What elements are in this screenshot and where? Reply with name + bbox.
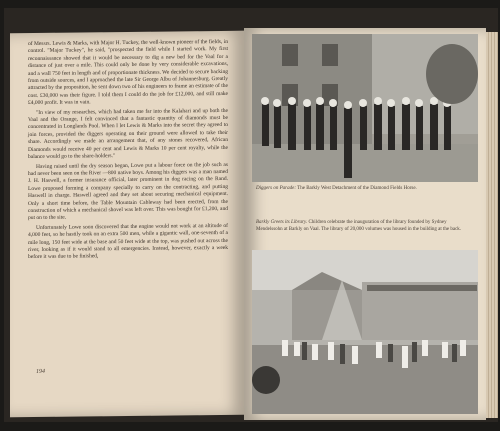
bottom-photo-caption xyxy=(256,220,474,233)
left-page xyxy=(10,31,244,417)
left-page-text xyxy=(28,39,228,264)
paragraph: Having raised until the dry season began, Lowe put a labour force on the job such as had never been seen on the River —800 native boys. Among his diggers was a man named J. H. Haswell, a former insurance official, later prominent in dog racing on the Rand. Lowe proposed forming a company specially to carry on the contracting, and putting Haswell in charge. Haswell agreed and they set about securing mechanical equipment. Only a short time before, the Table Mountain Cableway had been erected, from the construction of which a mechanical shovel was left over. This was bought for £1,200, and put on to the site. xyxy=(28,161,228,222)
page-number: 194 xyxy=(36,368,45,375)
bottom-caption-text: Children celebrate the inauguration of the library founded by Sydney Mendelssohn at Barkly on Vaal. The library of 20,000 volumes was housed in the building at the back. xyxy=(256,220,462,232)
top-caption-text: The Barkly West Detachment of the Diamond Fields Horse. xyxy=(297,186,417,191)
page-edge xyxy=(486,32,498,418)
library-photo-image xyxy=(252,250,478,414)
paragraph: of Messrs. Lewis & Marks, with Major H. Tuckey, the well-known pioneer of the fields, in control. "Major Tuckey", he said, "prospected the field while I started work. My first reconnaissance showed that it would be necessary to dig a new bed for the Vaal for a distance of just over a mile. This could only be done by very considerable excavations, and a wall 750 feet in length and of proportionate thickness. We decided to secure backing from outside sources, and I approached the late Sir George Albu of Johannesburg. Greatly attracted by the proposition, he sent down two of his engineers to frame an estimate of the cost. £30,000 was their figure. I told them I could do the job for £12,000, and still make £4,000 profit. It was in vain. xyxy=(28,38,228,107)
open-book xyxy=(4,8,498,422)
parade-photo-image xyxy=(252,34,478,182)
library-celebration-photo xyxy=(252,250,478,414)
top-caption-title: Diggers on Parade: xyxy=(256,186,296,191)
paragraph: Unfortunately Lowe soon discovered that the engine would not work at an altitude of 4,000 feet, so he hastily took on an extra 500 men, while a gigantic wall, one-seventh of a mile long, 150 feet wide at the base and 50 feet wide at the top, was pushed out across the river, looking as if it would stand to all emergencies. Instead, however, exactly a week before it was due to be finished, xyxy=(28,222,228,261)
right-page xyxy=(244,28,486,420)
parade-photo xyxy=(252,34,478,182)
top-photo-caption xyxy=(256,186,474,193)
paragraph: "In view of my researches, which had taken me far into the Kalahari and up both the Vaal and the Orange, I felt convinced that a fantastic quantity of diamonds must be concentrated in Longlands Pool. When I let Lewis & Marks into the secret they agreed to join forces, provided the diggers operating on their ground were allowed to take their share. Accordingly we made an arrangement that, of any stones recovered, African Diamonds would receive 40 per cent and Lewis & Marks 10 per cent royalty, while the balance would go to the share-holders." xyxy=(28,107,228,161)
bottom-caption-title: Barkly Greets its Library. xyxy=(256,220,308,225)
